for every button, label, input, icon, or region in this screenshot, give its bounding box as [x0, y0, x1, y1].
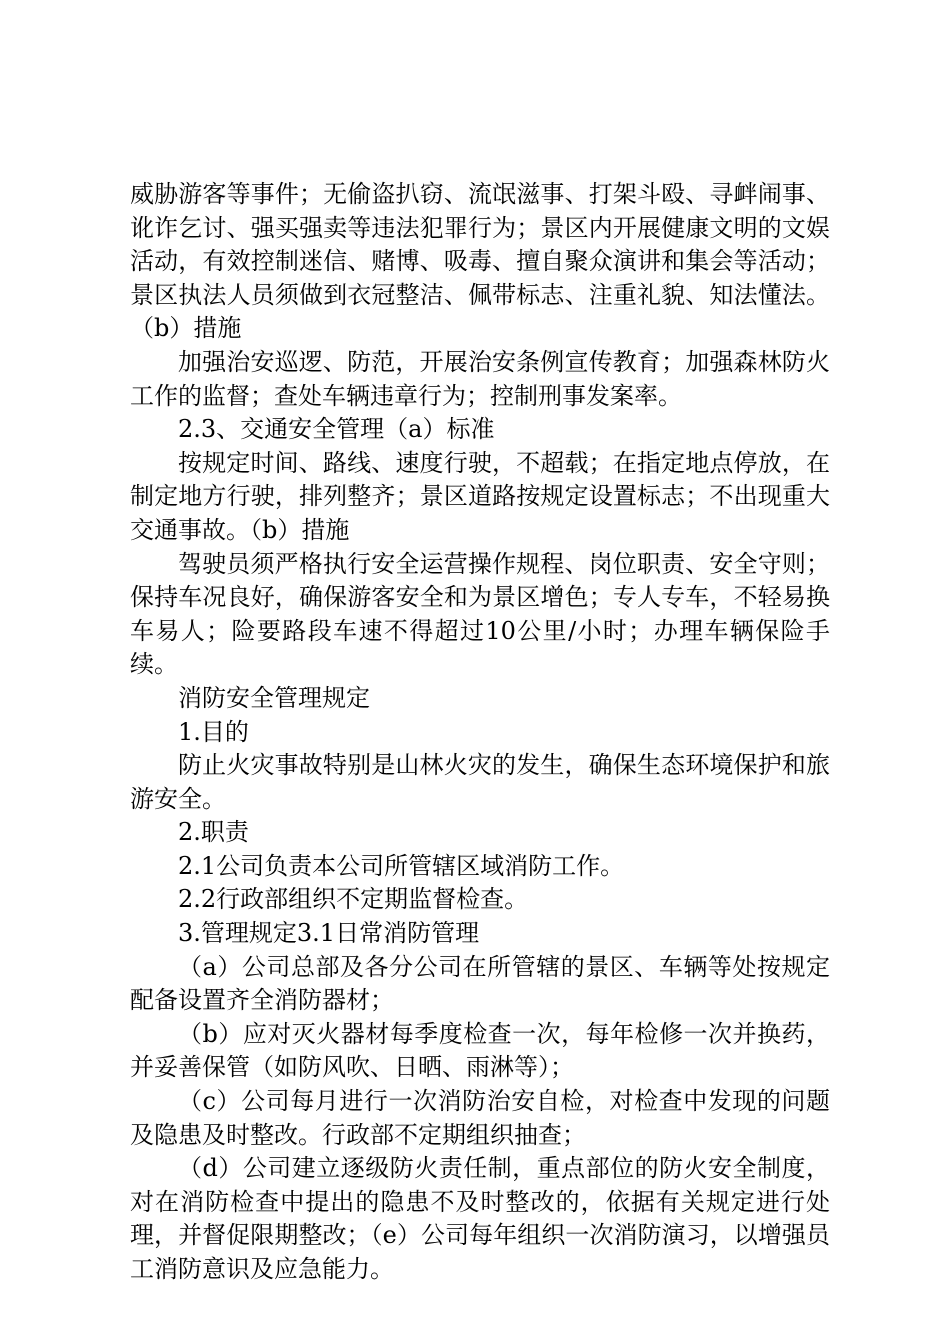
paragraph-traffic-standard: 按规定时间、路线、速度行驶，不超载；在指定地点停放，在制定地方行驶，排列整齐；景区道路按规定设置标志；不出现重大交通事故。（b）措施: [130, 448, 830, 544]
paragraph-traffic-measures: 驾驶员须严格执行安全运营操作规程、岗位职责、安全守则；保持车况良好，确保游客安全和为景区增色；专人专车，不轻易换车易人；险要路段车速不得超过10公里/小时；办理车辆保险手续。: [130, 549, 830, 679]
paragraph-purpose: 防止火灾事故特别是山林火灾的发生，确保生态环境保护和旅游安全。: [130, 751, 830, 813]
section-heading-duties: 2.职责: [178, 818, 249, 847]
paragraph-duty-2-1: 2.1公司负责本公司所管辖区域消防工作。: [178, 851, 625, 880]
section-heading-fire-safety: 消防安全管理规定: [178, 683, 370, 712]
paragraph-public-order-measures: 加强治安巡逻、防范，开展治安条例宣传教育；加强森林防火工作的监督；查处车辆违章行为；控制刑事发案率。: [130, 347, 830, 410]
paragraph-item-d-e: （d）公司建立逐级防火责任制，重点部位的防火安全制度，对在消防检查中提出的隐患不及时整改的，依据有关规定进行处理，并督促限期整改；（e）公司每年组织一次消防演习，以增强员工消防意识及应急能力。: [130, 1154, 830, 1283]
paragraph-public-order-standard: 威胁游客等事件；无偷盗扒窃、流氓滋事、打架斗殴、寻衅闹事、讹诈乞讨、强买强卖等违法犯罪行为；景区内开展健康文明的文娱活动，有效控制迷信、赌博、吸毒、擅自聚众演讲和集会等活动；景区执法人员须做到衣冠整洁、佩带标志、注重礼貌、知法懂法。（b）措施: [130, 180, 830, 343]
paragraph-item-c: （c）公司每月进行一次消防治安自检，对检查中发现的问题及隐患及时整改。行政部不定期组织抽查；: [130, 1087, 830, 1149]
document-body: [130, 178, 830, 1287]
paragraph-item-a: （a）公司总部及各分公司在所管辖的景区、车辆等处按规定配备设置齐全消防器材；: [130, 952, 830, 1015]
section-heading-regulations: 3.管理规定3.1日常消防管理: [178, 919, 480, 948]
paragraph-item-b: （b）应对灭火器材每季度检查一次，每年检修一次并换药，并妥善保管（如防风吹、日晒、雨淋等）；: [130, 1019, 830, 1082]
section-heading-purpose: 1.目的: [178, 717, 249, 746]
section-heading-traffic-safety: 2.3、交通安全管理（a）标准: [178, 415, 495, 444]
paragraph-duty-2-2: 2.2行政部组织不定期监督检查。: [178, 885, 529, 914]
